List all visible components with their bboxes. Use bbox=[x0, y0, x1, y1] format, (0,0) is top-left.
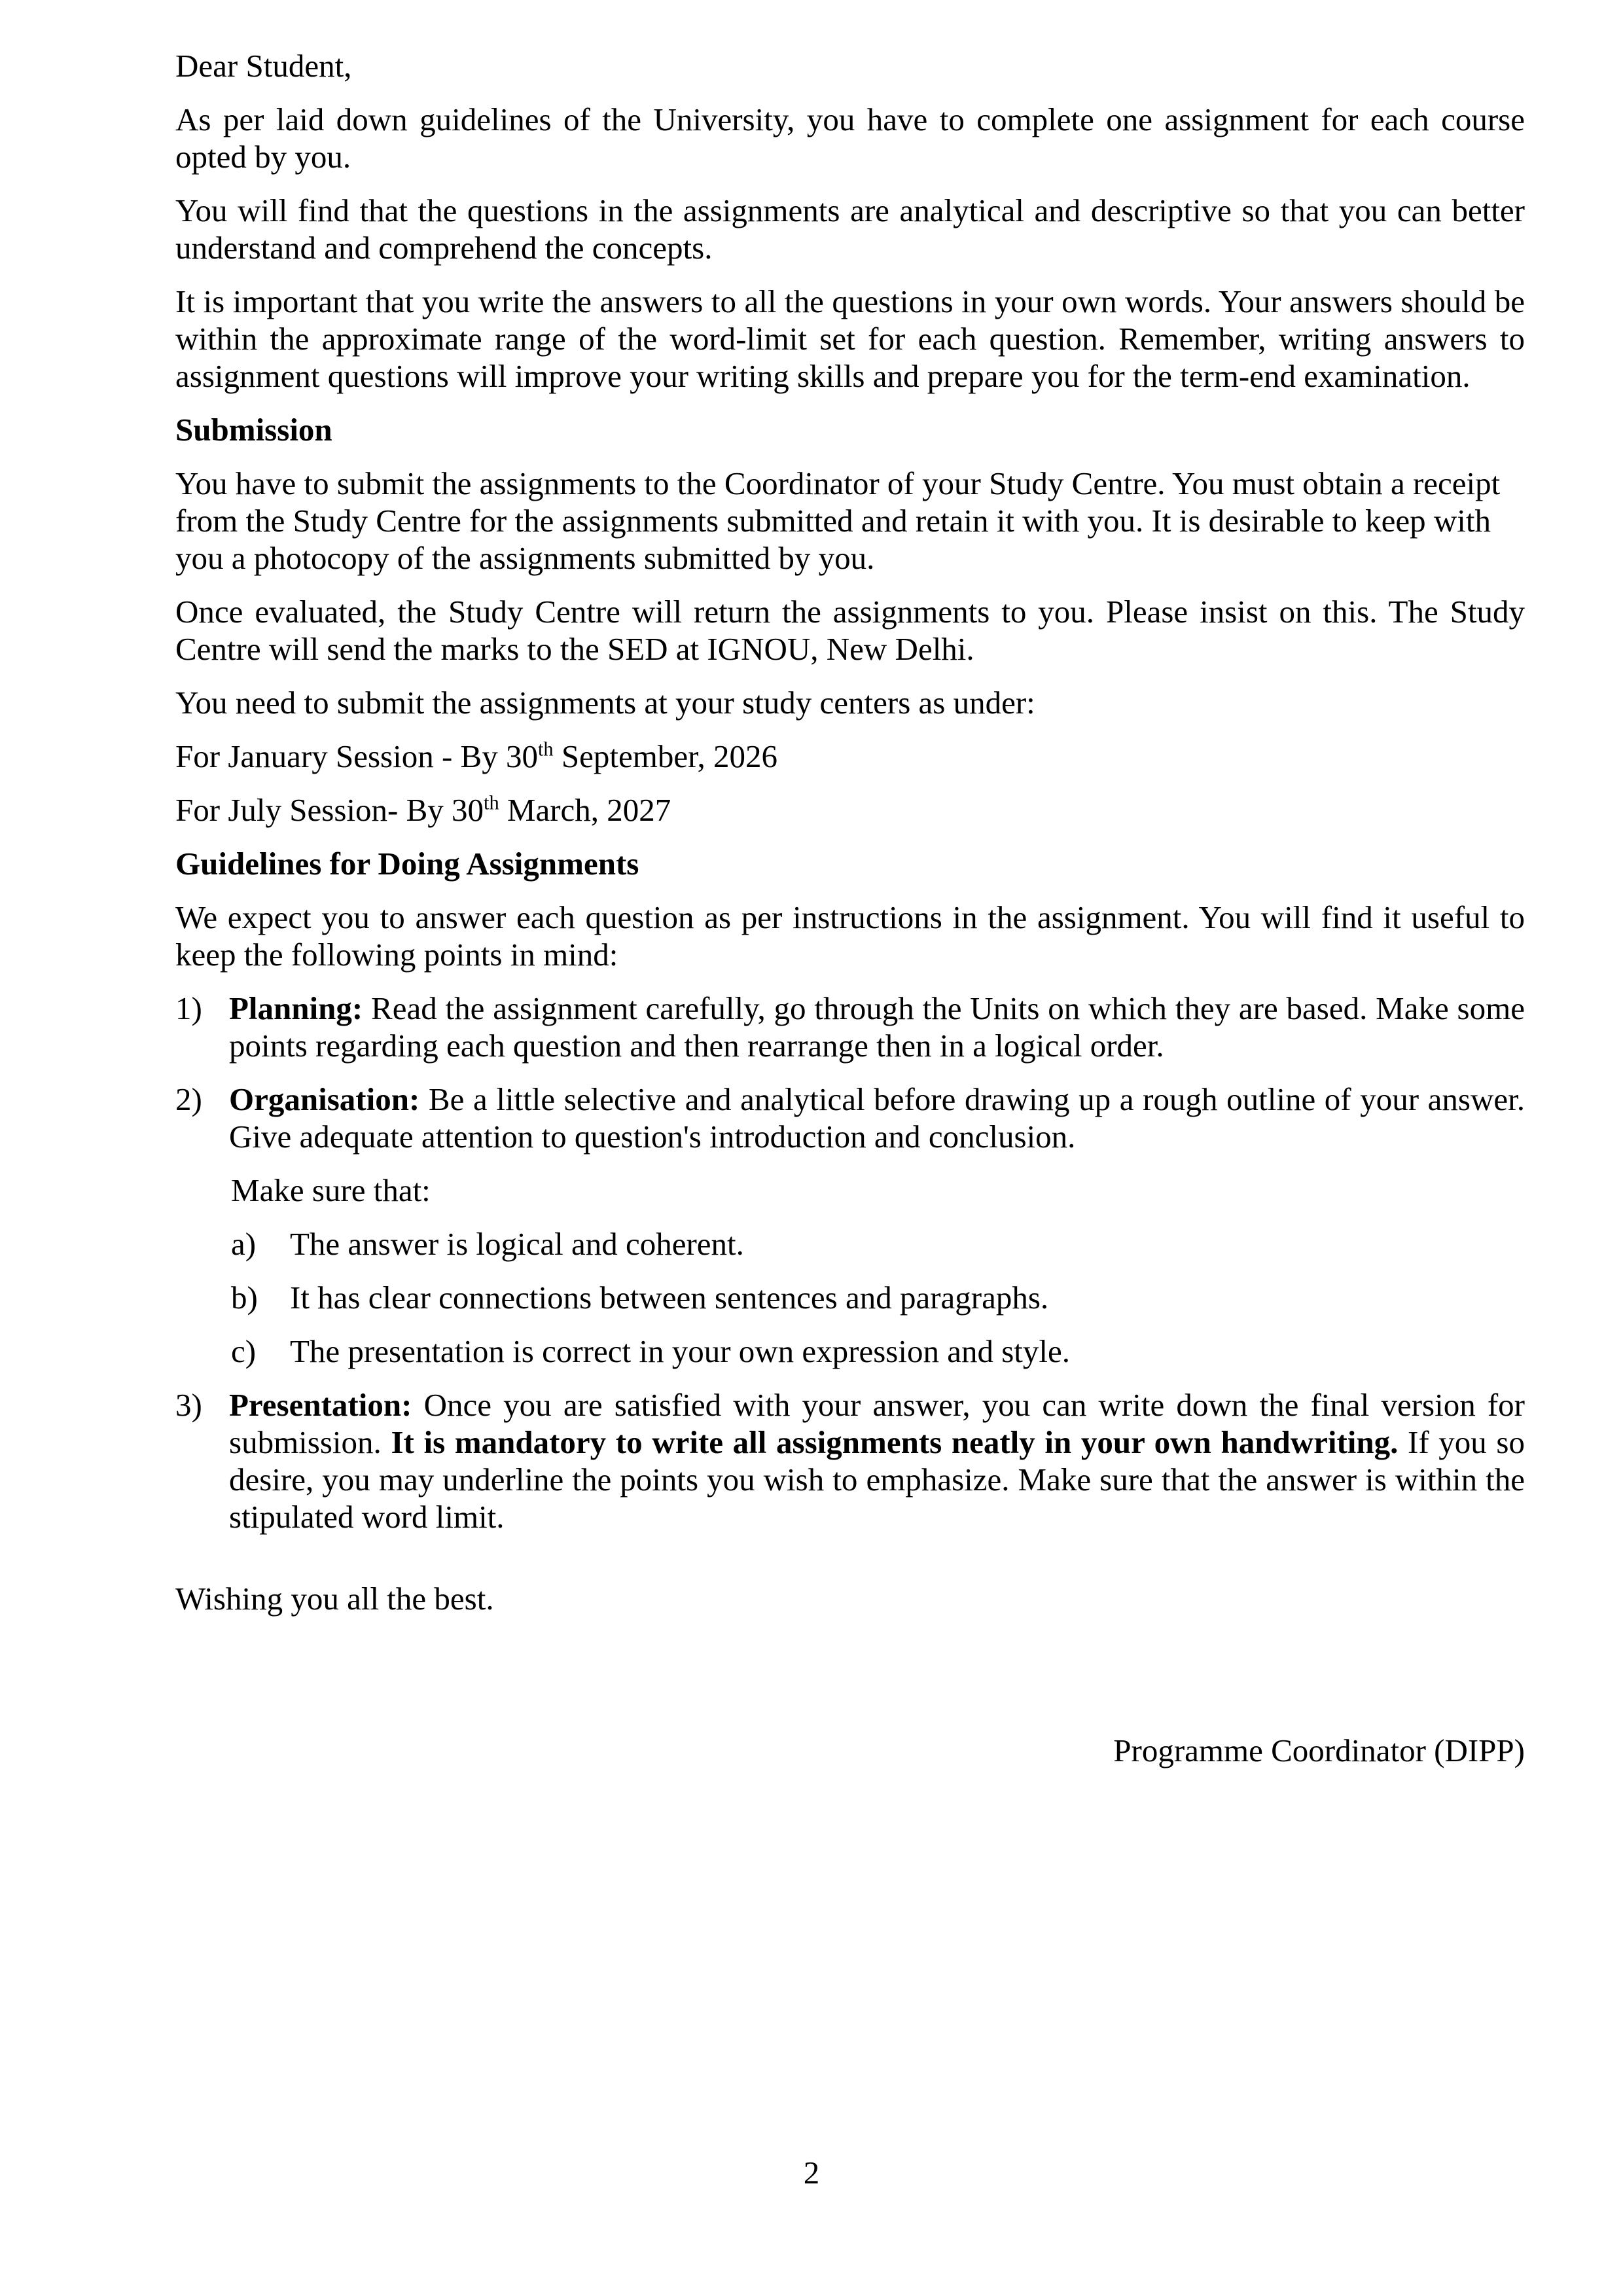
sub-item-a bbox=[231, 1225, 1525, 1263]
list-item-presentation bbox=[175, 1386, 1525, 1535]
salutation: Dear Student, bbox=[175, 48, 352, 84]
sub-marker-c: c) bbox=[231, 1333, 257, 1369]
signature-line: Programme Coordinator (DIPP) bbox=[1113, 1732, 1525, 1768]
list-marker-2: 2) bbox=[175, 1081, 202, 1117]
paragraph-once-evaluated: Once evaluated, the Study Centre will return the assignments to you. Please insist on this. The Study Centre will send the marks to the SED at IGNOU, New Delhi. bbox=[175, 594, 1525, 667]
item-label-organisation: Organisation: bbox=[229, 1081, 420, 1117]
list-marker-3: 3) bbox=[175, 1387, 202, 1423]
ordinal-superscript-july: th bbox=[484, 791, 499, 814]
paragraph-make-sure: Make sure that: bbox=[231, 1172, 431, 1208]
paragraph-submit-where: You need to submit the assignments at your study centers as under: bbox=[175, 685, 1035, 721]
item-text-organisation: Be a little selective and analytical before drawing up a rough outline of your answer. Give adequate attention to question's introduction and conclusion. bbox=[229, 1081, 1525, 1155]
sub-item-b-text: It has clear connections between sentences and paragraphs. bbox=[290, 1280, 1049, 1316]
list-item-planning-body bbox=[229, 990, 1525, 1064]
list-item-organisation bbox=[175, 1081, 1525, 1155]
paragraph-analytical-questions: You will find that the questions in the assignments are analytical and descriptive so that you can better understand and comprehend the concepts. bbox=[175, 192, 1525, 266]
sub-list bbox=[231, 1225, 1525, 1370]
heading-submission: Submission bbox=[175, 412, 332, 448]
list-item-presentation-body bbox=[229, 1386, 1525, 1535]
paragraph-we-expect: We expect you to answer each question as per instructions in the assignment. You will find it useful to keep the following points in mind: bbox=[175, 899, 1525, 973]
item-label-planning: Planning: bbox=[229, 990, 363, 1026]
paragraph-own-words: It is important that you write the answers to all the questions in your own words. Your answers should be within the approximate range of the word-limit set for each question. Remember, writing answers to assignment questions will improve your writing skills and prepare you for the term-end examination. bbox=[175, 283, 1525, 394]
paragraph-submit-to-coordinator: You have to submit the assignments to the Coordinator of your Study Centre. You must obtain a receipt from the Study Centre for the assignments submitted and retain it with you. It is desirable to keep with you a photocopy of the assignments submitted by you. bbox=[175, 465, 1501, 576]
deadline-january-text: For January Session - By 30 bbox=[175, 738, 538, 774]
item-text-presentation-bold: It is mandatory to write all assignments neatly in your own handwriting. bbox=[391, 1424, 1399, 1460]
ordinal-superscript-january: th bbox=[537, 738, 554, 761]
item-text-planning: Read the assignment carefully, go through the Units on which they are based. Make some points regarding each question and then rearrange then in a logical order. bbox=[229, 990, 1525, 1064]
heading-guidelines: Guidelines for Doing Assignments bbox=[175, 846, 639, 882]
sub-marker-b: b) bbox=[231, 1280, 258, 1316]
closing-line: Wishing you all the best. bbox=[175, 1581, 494, 1617]
sub-item-c-text: The presentation is correct in your own expression and style. bbox=[290, 1333, 1071, 1369]
item-text-presentation-2: If you so desire, you may underline the points you wish to emphasize. Make sure that the answer is within the stipulated word limit. bbox=[229, 1424, 1525, 1535]
deadline-january-date: September, 2026 bbox=[553, 738, 777, 774]
deadline-july bbox=[175, 791, 1525, 829]
page-number: 2 bbox=[803, 2155, 820, 2191]
sub-item-c bbox=[231, 1333, 1525, 1370]
paragraph-assignment-per-course: As per laid down guidelines of the University, you have to complete one assignment for each course opted by you. bbox=[175, 101, 1525, 175]
deadline-july-text: For July Session- By 30 bbox=[175, 792, 484, 828]
sub-item-a-text: The answer is logical and coherent. bbox=[290, 1226, 744, 1262]
item-label-presentation: Presentation: bbox=[229, 1387, 412, 1423]
deadline-january bbox=[175, 738, 1525, 775]
list-item-planning bbox=[175, 990, 1525, 1064]
list-marker-1: 1) bbox=[175, 990, 202, 1026]
sub-item-b bbox=[231, 1279, 1525, 1316]
deadline-july-date: March, 2027 bbox=[499, 792, 671, 828]
sub-marker-a: a) bbox=[231, 1226, 257, 1262]
item-text-presentation-1: Once you are satisfied with your answer, you can write down the final version for submission. bbox=[229, 1387, 1525, 1460]
list-item-organisation-body bbox=[229, 1081, 1525, 1155]
